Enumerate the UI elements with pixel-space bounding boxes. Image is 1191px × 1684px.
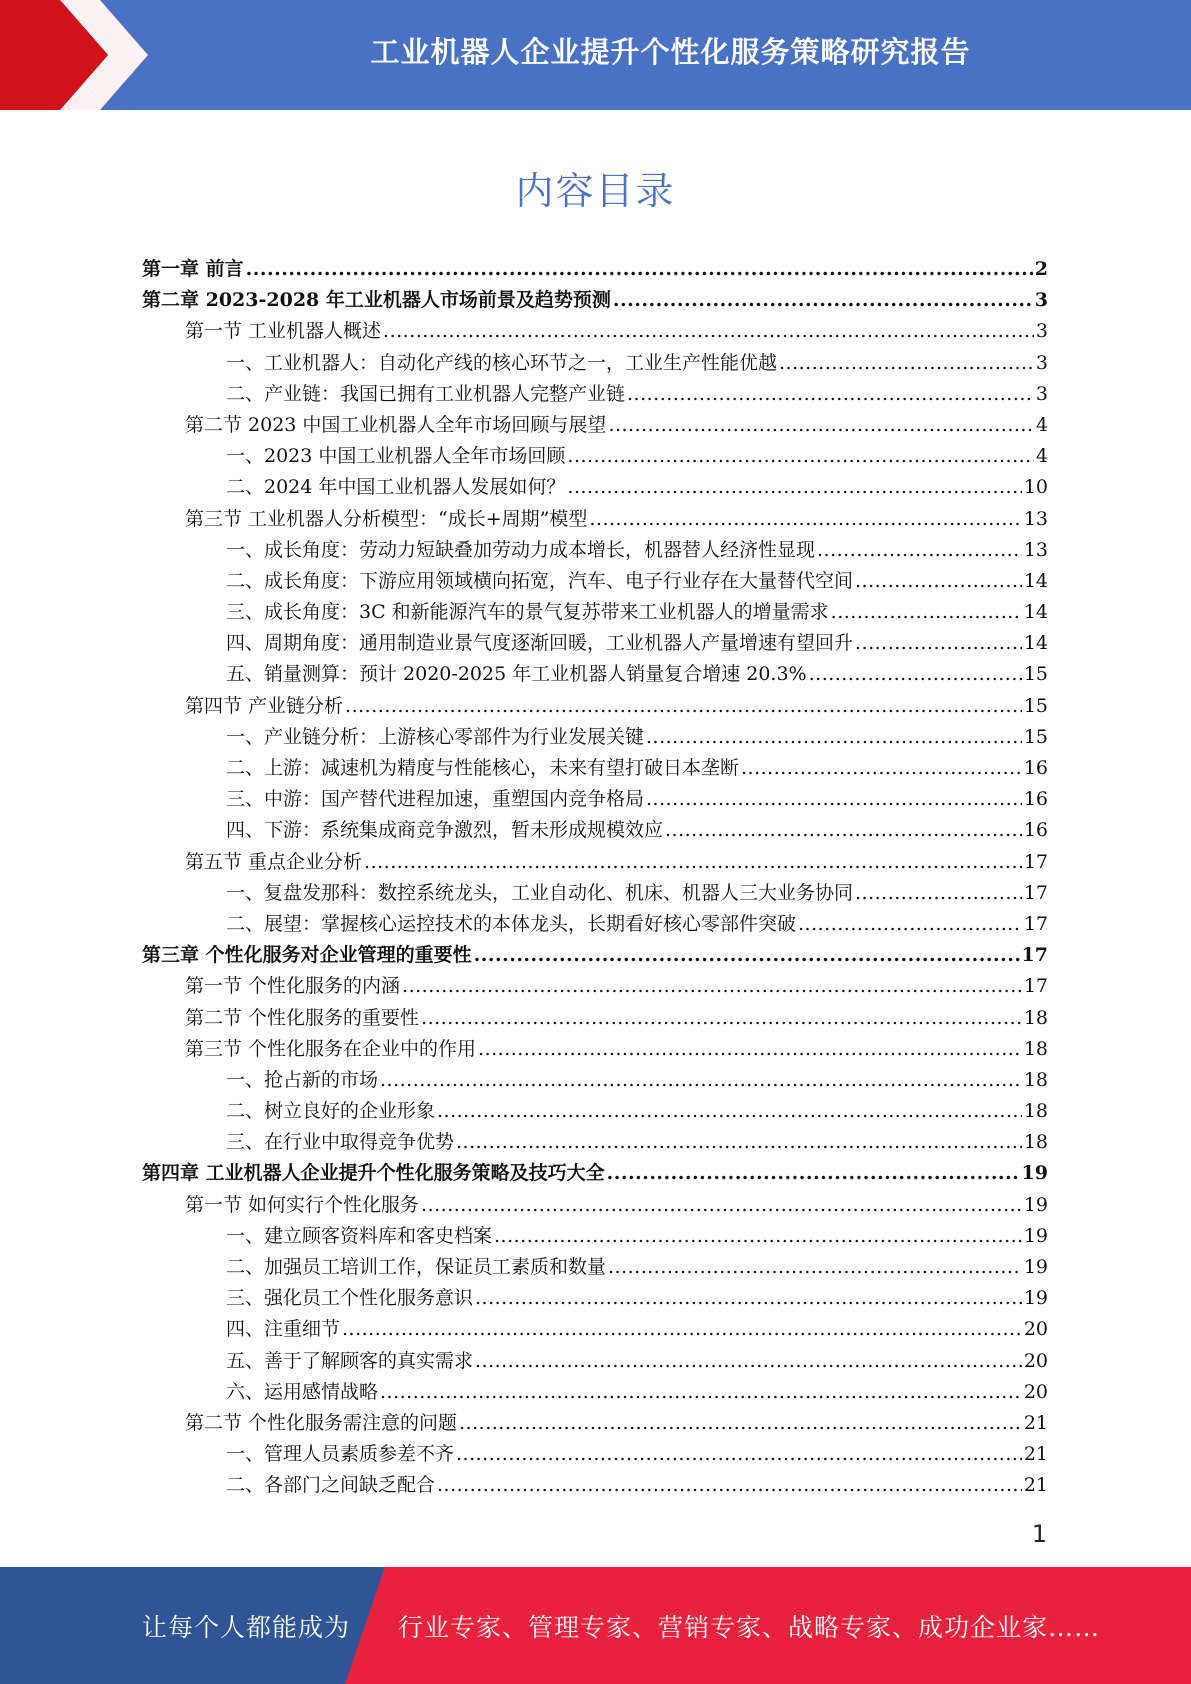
toc-dot-leader [437,1470,1022,1501]
toc-entry[interactable] [142,1096,1048,1127]
toc-entry-title: 三、强化员工个性化服务意识 [226,1287,474,1310]
toc-dot-leader [831,597,1022,628]
toc-entry-page: 3 [1035,382,1048,405]
toc-dot-leader [478,1034,1022,1065]
toc-dot-leader [855,566,1022,597]
toc-entry-page: 13 [1023,507,1048,530]
toc-dot-leader [855,878,1022,909]
toc-entry[interactable] [142,1190,1048,1221]
toc-entry-title: 第四章 工业机器人企业提升个性化服务策略及技巧大全 [142,1162,605,1185]
toc-entry[interactable] [142,784,1048,815]
toc-entry-page: 21 [1023,1443,1048,1466]
toc-entry[interactable] [142,316,1048,347]
toc-dot-leader [798,909,1022,940]
footer-slogan-left: 让每个人都能成为 [142,1612,351,1642]
toc-dot-leader [345,691,1022,722]
toc-entry[interactable] [142,691,1048,722]
table-of-contents [142,254,1048,1502]
toc-entry-title: 三、在行业中取得竞争优势 [226,1131,455,1154]
toc-dot-leader [494,1221,1022,1252]
toc-entry-title: 第三节 个性化服务在企业中的作用 [185,1037,477,1060]
toc-entry[interactable] [142,971,1048,1002]
toc-dot-leader [607,1158,1020,1189]
toc-dot-leader [475,1283,1022,1314]
toc-entry[interactable] [142,878,1048,909]
toc-entry-page: 17 [1023,912,1048,935]
toc-entry-page: 15 [1023,725,1048,748]
toc-entry-page: 17 [1023,881,1048,904]
toc-entry-page: 3 [1035,320,1048,343]
toc-entry-title: 第二章 2023-2028 年工业机器人市场前景及趋势预测 [142,289,611,312]
toc-entry-page: 2 [1034,258,1048,280]
toc-entry-title: 第一章 前言 [142,258,244,280]
toc-dot-leader [475,1346,1022,1377]
toc-entry[interactable] [142,472,1048,503]
toc-entry-page: 15 [1023,663,1048,686]
toc-entry-page: 18 [1023,1006,1048,1029]
toc-entry-page: 14 [1023,632,1048,655]
toc-entry[interactable] [142,379,1048,410]
toc-entry-page: 16 [1023,819,1048,842]
toc-dot-leader [627,379,1034,410]
toc-entry[interactable] [142,410,1048,441]
toc-entry-page: 19 [1021,1162,1048,1185]
toc-entry-page: 19 [1023,1193,1048,1216]
toc-dot-leader [741,753,1022,784]
toc-dot-leader [456,1439,1022,1470]
toc-dot-leader [646,784,1022,815]
toc-entry[interactable] [142,566,1048,597]
toc-dot-leader [402,971,1022,1002]
toc-entry-title: 第五节 重点企业分析 [185,850,363,873]
toc-entry-title: 五、销量测算：预计 2020-2025 年工业机器人销量复合增速 20.3% [226,663,807,686]
toc-entry-title: 三、中游：国产替代进程加速，重塑国内竞争格局 [226,788,645,811]
toc-entry-page: 19 [1023,1256,1048,1278]
toc-entry-title: 三、成长角度：3C 和新能源汽车的景气复苏带来工业机器人的增量需求 [226,601,829,624]
toc-dot-leader [246,254,1033,285]
toc-entry-page: 14 [1023,569,1048,592]
toc-entry[interactable] [142,1158,1048,1189]
toc-entry[interactable] [142,1003,1048,1034]
toc-entry-page: 20 [1023,1380,1048,1403]
toc-entry-page: 18 [1023,1131,1048,1154]
toc-entry[interactable] [142,1439,1048,1470]
toc-entry-page: 20 [1023,1318,1048,1341]
toc-entry-title: 一、产业链分析：上游核心零部件为行业发展关键 [226,725,645,748]
toc-dot-leader [342,1314,1022,1345]
toc-entry-title: 第四节 产业链分析 [185,694,344,717]
toc-entry-page: 16 [1023,788,1048,811]
toc-entry[interactable] [142,1346,1048,1377]
toc-entry-title: 一、抢占新的市场 [226,1068,379,1091]
toc-entry[interactable] [142,722,1048,753]
toc-dot-leader [608,410,1033,441]
toc-dot-leader [364,847,1022,878]
toc-entry[interactable] [142,940,1048,971]
toc-entry[interactable] [142,1065,1048,1096]
toc-entry-title: 二、各部门之间缺乏配合 [226,1474,436,1497]
toc-entry[interactable] [142,254,1048,285]
toc-entry[interactable] [142,1127,1048,1158]
toc-entry-title: 二、加强员工培训工作，保证员工素质和数量 [226,1256,607,1278]
toc-entry[interactable] [142,535,1048,566]
toc-entry-page: 19 [1023,1224,1048,1247]
toc-entry-page: 18 [1023,1100,1048,1123]
toc-entry[interactable] [142,753,1048,784]
toc-entry[interactable] [142,1221,1048,1252]
toc-entry-title: 第一节 如何实行个性化服务 [185,1193,420,1216]
toc-entry-title: 四、周期角度：通用制造业景气度逐渐回暖，工业机器人产量增速有望回升 [226,632,854,655]
toc-entry-page: 15 [1023,694,1048,717]
toc-entry-title: 一、成长角度：劳动力短缺叠加劳动力成本增长，机器替人经济性显现 [226,538,816,561]
toc-entry[interactable] [142,504,1048,535]
page-number: 1 [1031,1520,1047,1548]
toc-entry-title: 第三章 个性化服务对企业管理的重要性 [142,944,472,967]
red-chevron-decoration [0,0,160,110]
toc-entry[interactable] [142,1314,1048,1345]
toc-dot-leader [380,1377,1022,1408]
toc-entry-page: 21 [1023,1411,1048,1434]
toc-dot-leader [383,316,1034,347]
toc-entry-page: 21 [1023,1474,1048,1497]
toc-dot-leader [456,1127,1022,1158]
header-banner [0,0,1191,110]
toc-entry-title: 二、上游：减速机为精度与性能核心，未来有望打破日本垄断 [226,757,740,779]
toc-dot-leader [380,1065,1022,1096]
toc-entry[interactable] [142,597,1048,628]
toc-heading: 内容目录 [515,169,676,213]
toc-entry-title: 第一节 个性化服务的内涵 [185,975,401,998]
toc-entry[interactable] [142,815,1048,846]
toc-entry-title: 第二节 2023 中国工业机器人全年市场回顾与展望 [185,413,607,436]
toc-entry-page: 14 [1023,601,1048,624]
footer-slogan-right: 行业专家、管理专家、营销专家、战略专家、成功企业家…… [398,1612,1101,1642]
toc-entry[interactable] [142,909,1048,940]
toc-dot-leader [665,815,1022,846]
toc-dot-leader [567,472,1021,503]
toc-entry-title: 二、树立良好的企业形象 [226,1100,436,1123]
toc-entry-title: 第三节 工业机器人分析模型：“成长+周期”模型 [185,507,588,530]
toc-entry-title: 五、善于了解顾客的真实需求 [226,1349,474,1372]
toc-entry[interactable] [142,628,1048,659]
toc-dot-leader [421,1190,1022,1221]
toc-entry[interactable] [142,847,1048,878]
toc-entry-title: 一、工业机器人：自动化产线的核心环节之一，工业生产性能优越 [226,351,778,374]
toc-entry-title: 第一节 工业机器人概述 [185,320,382,343]
toc-entry-title: 二、产业链：我国已拥有工业机器人完整产业链 [226,382,626,405]
toc-entry[interactable] [142,1470,1048,1501]
toc-entry-page: 17 [1023,975,1048,998]
toc-entry-title: 一、2023 中国工业机器人全年市场回顾 [226,445,566,468]
toc-entry[interactable] [142,1377,1048,1408]
toc-entry-page: 18 [1023,1037,1048,1060]
toc-entry-page: 17 [1021,944,1048,967]
toc-entry[interactable] [142,1408,1048,1439]
toc-entry[interactable] [142,1252,1048,1283]
toc-dot-leader [817,535,1022,566]
toc-entry[interactable] [142,285,1048,316]
toc-dot-leader [779,348,1034,379]
toc-dot-leader [459,1408,1022,1439]
toc-entry-title: 二、2024 年中国工业机器人发展如何？ [226,476,566,499]
toc-entry-page: 17 [1023,850,1048,873]
toc-entry[interactable] [142,1034,1048,1065]
toc-entry-title: 二、成长角度：下游应用领域横向拓宽，汽车、电子行业存在大量替代空间 [226,569,854,592]
toc-entry-page: 3 [1035,351,1048,374]
toc-entry-page: 10 [1023,476,1048,499]
toc-dot-leader [589,504,1021,535]
toc-entry-page: 4 [1035,445,1048,468]
toc-entry[interactable] [142,441,1048,472]
toc-dot-leader [646,722,1022,753]
toc-entry-title: 二、展望：掌握核心运控技术的本体龙头，长期看好核心零部件突破 [226,912,797,935]
toc-entry-page: 4 [1035,413,1048,436]
toc-entry[interactable] [142,1283,1048,1314]
toc-entry-title: 一、管理人员素质参差不齐 [226,1443,455,1466]
toc-entry-title: 四、注重细节 [226,1318,341,1341]
toc-entry-page: 20 [1023,1349,1048,1372]
toc-dot-leader [437,1096,1022,1127]
footer-banner [0,1567,1191,1684]
toc-dot-leader [608,1252,1022,1283]
report-title: 工业机器人企业提升个性化服务策略研究报告 [370,34,971,69]
toc-entry-page: 19 [1023,1287,1048,1310]
toc-entry-page: 18 [1023,1068,1048,1091]
toc-entry-title: 第二节 个性化服务的重要性 [185,1006,420,1029]
toc-entry-page: 16 [1023,757,1048,779]
toc-entry-page: 3 [1034,289,1048,312]
toc-entry[interactable] [142,659,1048,690]
toc-entry-page: 13 [1023,538,1048,561]
toc-entry[interactable] [142,348,1048,379]
toc-entry-title: 一、建立顾客资料库和客史档案 [226,1224,493,1247]
toc-dot-leader [855,628,1022,659]
toc-dot-leader [613,285,1033,316]
toc-dot-leader [474,940,1020,971]
toc-entry-title: 六、运用感情战略 [226,1380,379,1403]
toc-entry-title: 四、下游：系统集成商竞争激烈，暂未形成规模效应 [226,819,664,842]
toc-dot-leader [809,659,1022,690]
toc-entry-title: 第二节 个性化服务需注意的问题 [185,1411,458,1434]
toc-dot-leader [567,441,1034,472]
toc-entry-title: 一、复盘发那科：数控系统龙头，工业自动化、机床、机器人三大业务协同 [226,881,854,904]
toc-dot-leader [421,1003,1022,1034]
